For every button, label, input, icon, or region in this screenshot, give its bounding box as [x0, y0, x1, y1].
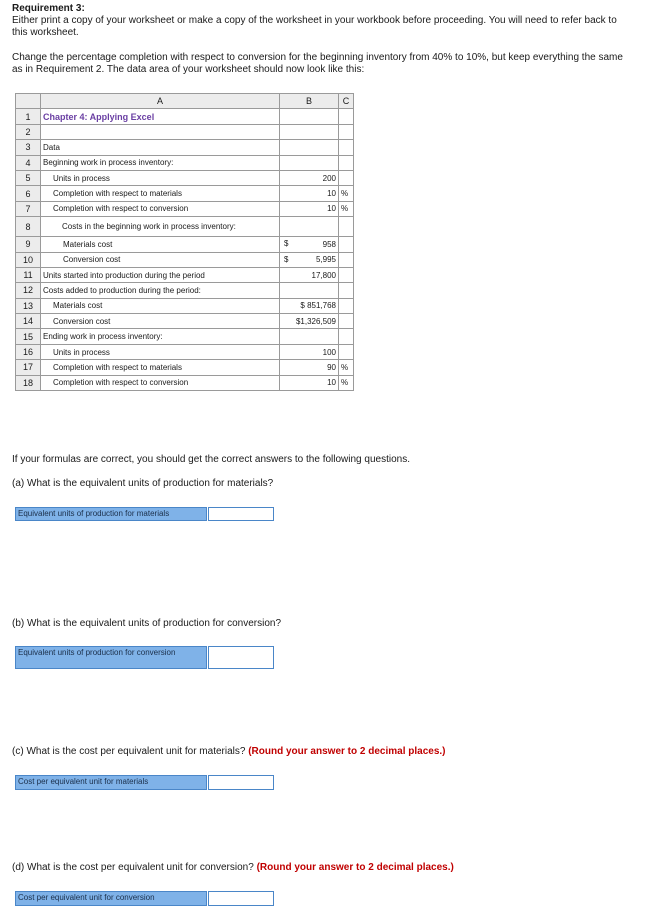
- sheet-row: [16, 314, 354, 329]
- row-number: 4: [16, 155, 41, 170]
- cell-b: [280, 124, 339, 139]
- cell-c: %: [339, 360, 354, 375]
- row-number: 16: [16, 344, 41, 359]
- instruction-paragraph-2: Change the percentage completion with respect to conversion for the beginning inventory from 40% to 10%, but keep everything the same as in Requirement 2. The data area of your worksheet should now look like this:: [12, 52, 623, 75]
- question-d-note: (Round your answer to 2 decimal places.): [256, 862, 454, 873]
- cell-a: Ending work in process inventory:: [41, 329, 280, 344]
- cell-a: Completion with respect to conversion: [41, 201, 280, 216]
- cell-a: Conversion cost: [41, 252, 280, 267]
- column-header-a: A: [41, 94, 280, 109]
- sheet-row: [16, 375, 354, 390]
- row-number: 1: [16, 109, 41, 124]
- cell-b: [280, 170, 339, 185]
- sheet-row: [16, 283, 354, 298]
- cell-b: [280, 283, 339, 298]
- question-a: [12, 478, 273, 489]
- cell-c: [339, 109, 354, 124]
- cell-a: [41, 124, 280, 139]
- question-c-text: (c) What is the cost per equivalent unit for materials?: [12, 746, 249, 757]
- cell-c: [339, 170, 354, 185]
- corner-cell: [16, 94, 41, 109]
- cell-b-value: 10: [327, 378, 336, 388]
- answer-b-label: Equivalent units of production for conversion: [15, 646, 207, 669]
- sheet-row: [16, 109, 354, 124]
- cell-b-value: 100: [322, 347, 336, 357]
- cell-b: [280, 329, 339, 344]
- cell-b-value: 17,800: [311, 270, 336, 280]
- cell-c: [339, 237, 354, 252]
- question-c: [12, 746, 446, 757]
- sheet-row: [16, 252, 354, 267]
- cell-b-value: $ 851,768: [300, 301, 336, 311]
- cell-c: %: [339, 201, 354, 216]
- cell-c: [339, 140, 354, 155]
- worksheet-data-table: [15, 93, 354, 391]
- cell-b: [280, 267, 339, 282]
- sheet-row: [16, 217, 354, 237]
- cell-c: [339, 217, 354, 237]
- cell-b: [280, 186, 339, 201]
- instruction-paragraph-1: Either print a copy of your worksheet or make a copy of the worksheet in your workbook before proceeding. You will need to refer back to this worksheet.: [12, 15, 617, 38]
- cell-b-value: 200: [322, 173, 336, 183]
- cell-c: [339, 124, 354, 139]
- row-number: 2: [16, 124, 41, 139]
- cell-c: [339, 329, 354, 344]
- sheet-row: [16, 186, 354, 201]
- sheet-row: [16, 267, 354, 282]
- row-number: 9: [16, 237, 41, 252]
- cell-b: [280, 217, 339, 237]
- answer-d-label: Cost per equivalent unit for conversion: [15, 891, 207, 906]
- cell-b: [280, 252, 339, 267]
- cell-b: [280, 298, 339, 313]
- row-number: 11: [16, 267, 41, 282]
- sheet-row: [16, 329, 354, 344]
- cell-c: [339, 314, 354, 329]
- answer-a-label: Equivalent units of production for materials: [15, 507, 207, 521]
- answer-d-input[interactable]: [208, 891, 274, 906]
- requirement-title: Requirement 3:: [12, 3, 85, 14]
- row-number: 18: [16, 375, 41, 390]
- row-number: 8: [16, 217, 41, 237]
- cell-b-value: 958: [322, 239, 336, 249]
- intro-text: If your formulas are correct, you should get the correct answers to the following questions.: [12, 454, 410, 465]
- cell-a: Costs in the beginning work in process inventory:: [41, 217, 280, 237]
- cell-b: [280, 344, 339, 359]
- cell-a: Conversion cost: [41, 314, 280, 329]
- row-number: 15: [16, 329, 41, 344]
- cell-b: [280, 360, 339, 375]
- sheet-row: [16, 344, 354, 359]
- row-number: 7: [16, 201, 41, 216]
- cell-a: Beginning work in process inventory:: [41, 155, 280, 170]
- sheet-row: [16, 201, 354, 216]
- cell-c: %: [339, 375, 354, 390]
- column-header-row: [16, 94, 354, 109]
- cell-b: [280, 237, 339, 252]
- row-number: 12: [16, 283, 41, 298]
- cell-a: Units started into production during the period: [41, 267, 280, 282]
- cell-a: Completion with respect to materials: [41, 186, 280, 201]
- question-a-text: (a) What is the equivalent units of production for materials?: [12, 478, 274, 489]
- cell-b: [280, 375, 339, 390]
- cell-b-value: $1,326,509: [295, 316, 336, 326]
- sheet-row: [16, 140, 354, 155]
- cell-a: Completion with respect to conversion: [41, 375, 280, 390]
- question-c-note: (Round your answer to 2 decimal places.): [248, 746, 446, 757]
- cell-b-value: 5,995: [315, 255, 336, 265]
- cell-b: [280, 109, 339, 124]
- cell-a: Chapter 4: Applying Excel: [41, 109, 280, 124]
- cell-c: [339, 155, 354, 170]
- sheet-row: [16, 298, 354, 313]
- answer-c-input[interactable]: [208, 775, 274, 790]
- answer-a-input[interactable]: [208, 507, 274, 521]
- sheet-row: [16, 360, 354, 375]
- question-b: [12, 618, 281, 629]
- cell-b-value: 10: [327, 204, 336, 214]
- row-number: 6: [16, 186, 41, 201]
- cell-b-value: 10: [327, 189, 336, 199]
- cell-c: [339, 283, 354, 298]
- row-number: 5: [16, 170, 41, 185]
- cell-b-value: 90: [327, 362, 336, 372]
- question-d-text: (d) What is the cost per equivalent unit for conversion?: [12, 862, 257, 873]
- question-b-text: (b) What is the equivalent units of production for conversion?: [12, 618, 282, 629]
- currency-symbol: $: [284, 239, 289, 249]
- cell-c: [339, 267, 354, 282]
- cell-b: [280, 140, 339, 155]
- answer-c-label: Cost per equivalent unit for materials: [15, 775, 207, 790]
- currency-symbol: $: [284, 254, 289, 264]
- cell-c: [339, 344, 354, 359]
- row-number: 10: [16, 252, 41, 267]
- cell-a: Units in process: [41, 344, 280, 359]
- column-header-c: C: [339, 94, 354, 109]
- cell-a: Costs added to production during the period:: [41, 283, 280, 298]
- column-header-b: B: [280, 94, 339, 109]
- cell-b: [280, 155, 339, 170]
- cell-c: [339, 298, 354, 313]
- cell-a: Materials cost: [41, 237, 280, 252]
- sheet-row: [16, 170, 354, 185]
- row-number: 13: [16, 298, 41, 313]
- cell-c: %: [339, 186, 354, 201]
- sheet-row: [16, 124, 354, 139]
- cell-a: Completion with respect to materials: [41, 360, 280, 375]
- sheet-row: [16, 155, 354, 170]
- row-number: 3: [16, 140, 41, 155]
- answer-b-input[interactable]: [208, 646, 274, 669]
- cell-a: Data: [41, 140, 280, 155]
- sheet-row: [16, 237, 354, 252]
- row-number: 14: [16, 314, 41, 329]
- cell-a: Units in process: [41, 170, 280, 185]
- cell-c: [339, 252, 354, 267]
- row-number: 17: [16, 360, 41, 375]
- cell-b: [280, 201, 339, 216]
- cell-a: Materials cost: [41, 298, 280, 313]
- question-d: [12, 862, 454, 873]
- cell-b: [280, 314, 339, 329]
